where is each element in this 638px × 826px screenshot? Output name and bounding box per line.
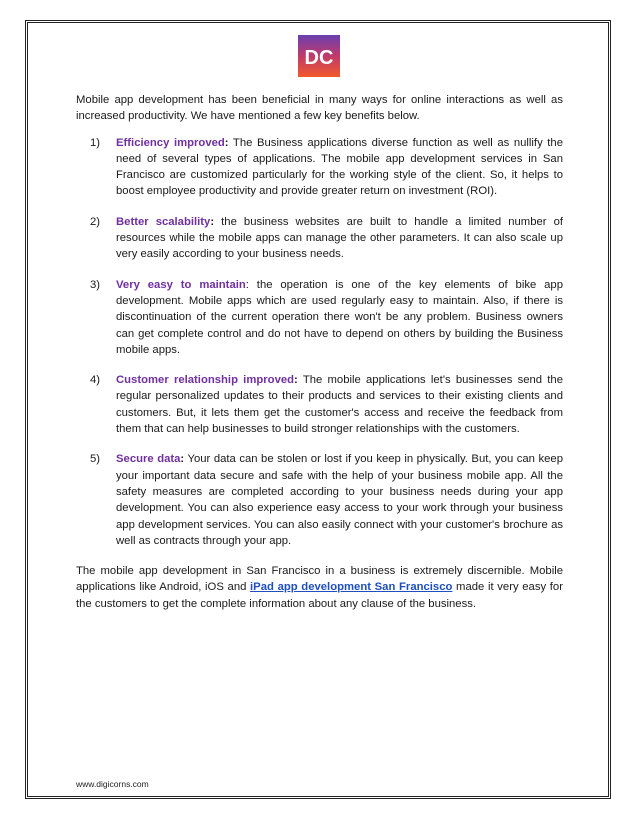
item-keyword: Better scalability xyxy=(116,215,211,228)
list-item: 1) Efficiency improved: The Business applications diverse function as well as nullify the need of several types of applications. The mobile app development services in San Francisco are customized particularly for the working style of the client. So, it helps to boost employee productivity and provide greater return on investment (ROI). xyxy=(76,135,563,200)
intro-paragraph: Mobile app development has been beneficial in many ways for online interactions as well as increased productivity. We have mentioned a few key benefits below. xyxy=(76,94,563,123)
list-item: 2) Better scalability: the business websites are built to handle a limited number of resources while the mobile apps can manage the other parameters. It can also scale up very easily according to your business needs. xyxy=(76,214,563,263)
item-text: the operation is one of the key elements of bike app development. Mobile apps which are used regularly easy to maintain. Also, if there is discontinuation of the current operation there won't be any problem. Business owners can get complete control and do not have to depend on others by building the Business mobile apps. xyxy=(116,278,563,356)
closing-paragraph: The mobile app development in San Francisco in a business is extremely discernible. Mobile applications like Android, iOS and iPad app development San Francisco made it very easy for the customers to get the complete information about any clause of the business. xyxy=(76,565,563,610)
list-number: 4) xyxy=(90,374,101,387)
list-number: 3) xyxy=(90,278,101,291)
item-keyword: Customer relationship improved xyxy=(116,374,295,387)
logo-text: DC xyxy=(304,47,334,69)
ipad-app-development-link[interactable]: iPad app development San Francisco xyxy=(250,581,453,594)
item-text: The Business applications diverse function as well as nullify the need of several types of applications. The mobile app development services in San Francisco are customized particularly for the working style of the client. So, it helps to boost employee productivity and provide greater return on investment (ROI). xyxy=(116,136,563,198)
document-body xyxy=(76,92,563,612)
footer-url: www.digicorns.com xyxy=(76,779,149,789)
digicorns-logo xyxy=(298,35,340,77)
item-text: The mobile applications let's businesses send the regular personalized updates to their products and services to their existing clients and customers. But, it lets them get the customer's access and receive the feedback from them that can help businesses to build stronger relationships with the customers. xyxy=(116,374,563,436)
item-keyword: Secure data xyxy=(116,453,181,466)
list-number: 5) xyxy=(90,453,101,466)
list-item: 3) Very easy to maintain: the operation is one of the key elements of bike app development. Mobile apps which are used regularly easy to maintain. Also, if there is discontinuation of the current operation there won't be any problem. Business owners can get complete control and do not have to depend on others by building the Business mobile apps. xyxy=(76,277,563,358)
list-number: 2) xyxy=(90,215,101,228)
benefits-list xyxy=(76,135,563,550)
item-text: Your data can be stolen or lost if you keep in physically. But, you can keep your important data secure and safe with the help of your business mobile app. All the safety measures are completed according to your business needs during your app development. You can also experience easy access to your work through your business app development services. You can also easily connect with your customer's brochure as well as contracts through your app. xyxy=(116,453,563,547)
list-item: 4) Customer relationship improved: The mobile applications let's businesses send the regular personalized updates to their products and services to their existing clients and customers. But, it lets them get the customer's access and receive the feedback from them that can help businesses to build stronger relationships with the customers. xyxy=(76,372,563,437)
item-keyword: Efficiency improved xyxy=(116,136,225,149)
item-keyword: Very easy to maintain xyxy=(116,278,246,291)
item-text: the business websites are built to handle a limited number of resources while the mobile apps can manage the other parameters. It can also scale up very easily according to your business needs. xyxy=(116,215,563,261)
list-number: 1) xyxy=(90,136,101,149)
list-item: 5) Secure data: Your data can be stolen or lost if you keep in physically. But, you can keep your important data secure and safe with the help of your business mobile app. All the safety measures are completed according to your business needs during your app development. You can also experience easy access to your work through your business app development services. You can also easily connect with your customer's brochure as well as contracts through your app. xyxy=(76,451,563,549)
